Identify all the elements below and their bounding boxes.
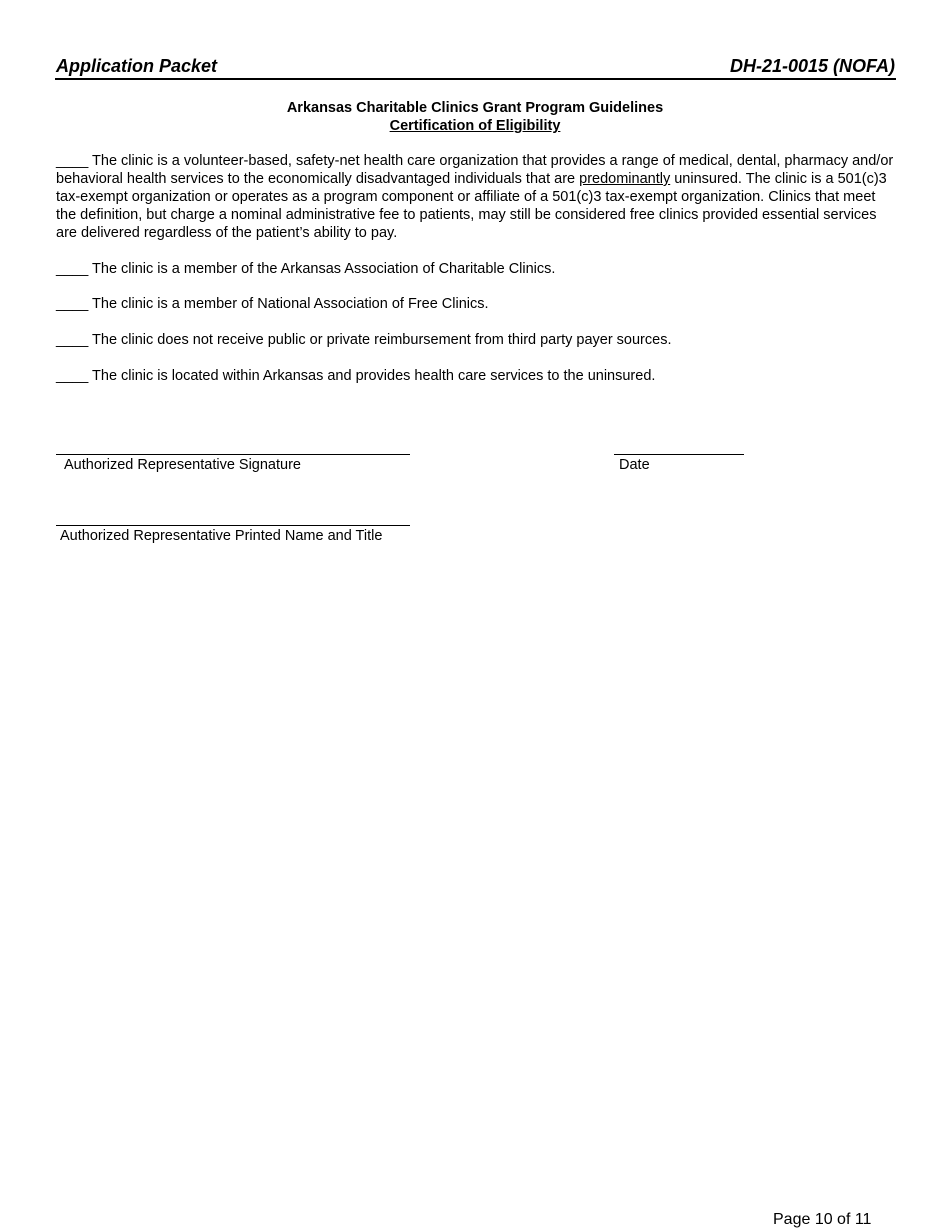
document-titles <box>0 99 950 135</box>
eligibility-item <box>56 152 896 242</box>
header-title: Application Packet <box>56 56 218 76</box>
checkbox-blank[interactable]: ____ <box>56 153 89 169</box>
eligibility-text: The clinic is located within Arkansas and provides health care services to the uninsured. <box>88 368 656 384</box>
checkbox-blank[interactable]: ____ <box>56 261 89 277</box>
eligibility-text: The clinic is a member of the Arkansas Association of Charitable Clinics. <box>88 261 556 277</box>
date-label: Date <box>619 457 650 473</box>
header-document-number: DH-21-0015 (NOFA) <box>729 56 895 76</box>
page-header <box>55 54 896 80</box>
signature-label: Authorized Representative Signature <box>64 457 301 473</box>
page-number: Page 10 of 11 <box>773 1211 872 1228</box>
eligibility-text: uninsured. The clinic is a 501(c)3 tax-exempt organization or operates as a program component or affiliate of a 501(c)3 tax-exempt organization. Clinics that meet the definition, but charge a nominal administrative fee to patients, may still be considered free clinics provided essential services are delivered regardless of the patient’s ability to pay. <box>56 171 887 241</box>
checkbox-blank[interactable]: ____ <box>56 368 89 384</box>
eligibility-text: The clinic does not receive public or private reimbursement from third party payer sources. <box>88 332 672 348</box>
checkbox-blank[interactable]: ____ <box>56 296 89 312</box>
signature-line[interactable] <box>56 454 410 455</box>
printed-name-label: Authorized Representative Printed Name and Title <box>60 528 383 544</box>
document-subtitle: Certification of Eligibility <box>389 118 561 134</box>
document-title: Arkansas Charitable Clinics Grant Program Guidelines <box>286 100 664 116</box>
eligibility-item <box>56 367 896 385</box>
eligibility-text: The clinic is a member of National Association of Free Clinics. <box>88 296 489 312</box>
printed-name-line[interactable] <box>56 525 410 526</box>
eligibility-item <box>56 331 896 349</box>
eligibility-item <box>56 295 896 313</box>
emphasis-text: predominantly <box>579 171 671 187</box>
checkbox-blank[interactable]: ____ <box>56 332 89 348</box>
eligibility-text: The clinic is a volunteer-based, safety-net health care organization that provides a range of medical, dental, pharmacy and/or behavioral health services to the economically disadvantaged individuals that are <box>56 153 894 187</box>
date-line[interactable] <box>614 454 744 455</box>
eligibility-item <box>56 260 896 278</box>
